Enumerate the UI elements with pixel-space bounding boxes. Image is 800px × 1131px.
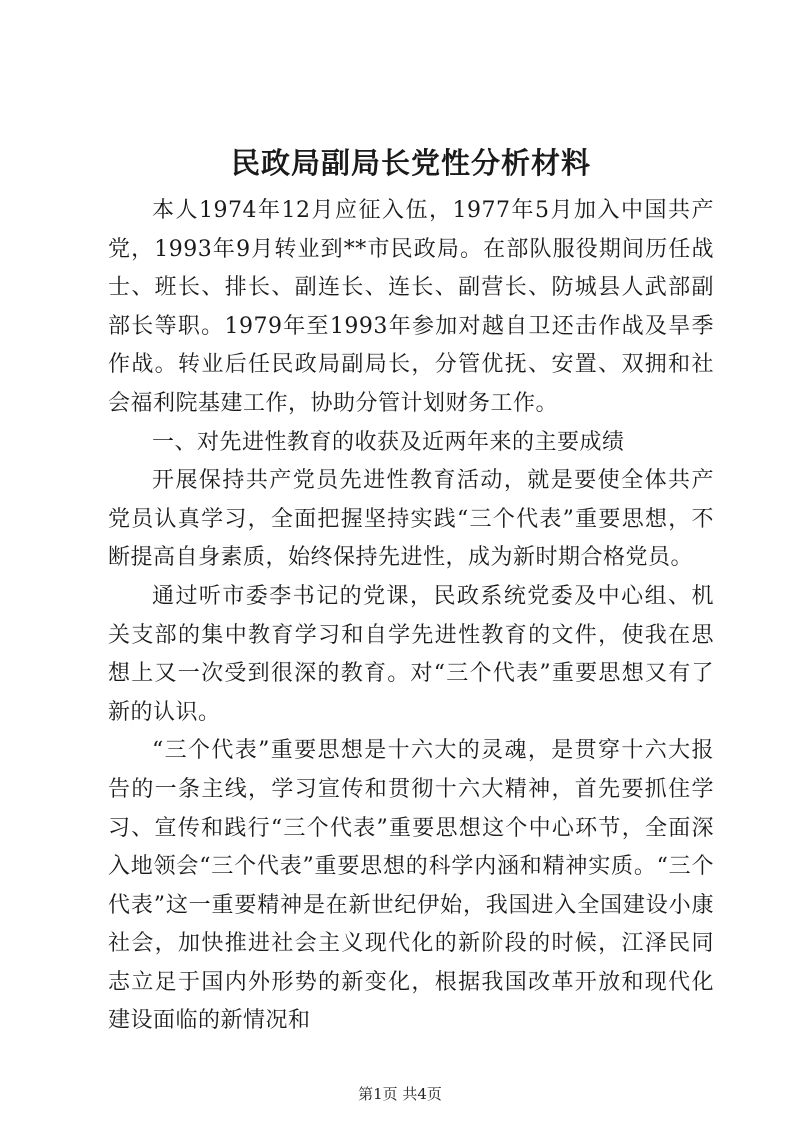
paragraph-three-represents: “三个代表”重要思想是十六大的灵魂，是贯穿十六大报告的一条主线，学习宣传和贯彻十六大精神，首先要抓住学习、宣传和践行“三个代表”重要思想这个中心环节，全面深入地领会“三个代表”重要思想的科学内涵和精神实质。“三个代表”这一重要精神是在新世纪伊始，我国进入全国建设小康社会，加快推进社会主义现代化的新阶段的时候，江泽民同志立足于国内外形势的新变化，根据我国改革开放和现代化建设面临的新情况和 [108, 738, 714, 1034]
paragraph-study-experience: 通过听市委李书记的党课，民政系统党委及中心组、机关支部的集中教育学习和自学先进性教育的文件，使我在思想上又一次受到很深的教育。对“三个代表”重要思想又有了新的认识。 [108, 583, 714, 725]
section-heading: 一、对先进性教育的收获及近两年来的主要成绩 [152, 429, 625, 455]
document-body [108, 140, 714, 1041]
paragraph-education-purpose: 开展保持共产党员先进性教育活动，就是要使全体共产党员认真学习，全面把握坚持实践“三个代表”重要思想，不断提高自身素质，始终保持先进性，成为新时期合格党员。 [108, 468, 714, 571]
page-number: 第1页 共4页 [358, 1085, 442, 1103]
paragraph-intro: 本人1974年12月应征入伍，1977年5月加入中国共产党，1993年9月转业到**市民政局。在部队服役期间历任战士、班长、排长、副连长、连长、副营长、防城县人武部副部长等职。1979年至1993年参加对越自卫还击作战及旱季作战。转业后任民政局副局长，分管优抚、安置、双拥和社会福利院基建工作，协助分管计划财务工作。 [108, 198, 714, 416]
document-title: 民政局副局长党性分析材料 [230, 146, 591, 180]
